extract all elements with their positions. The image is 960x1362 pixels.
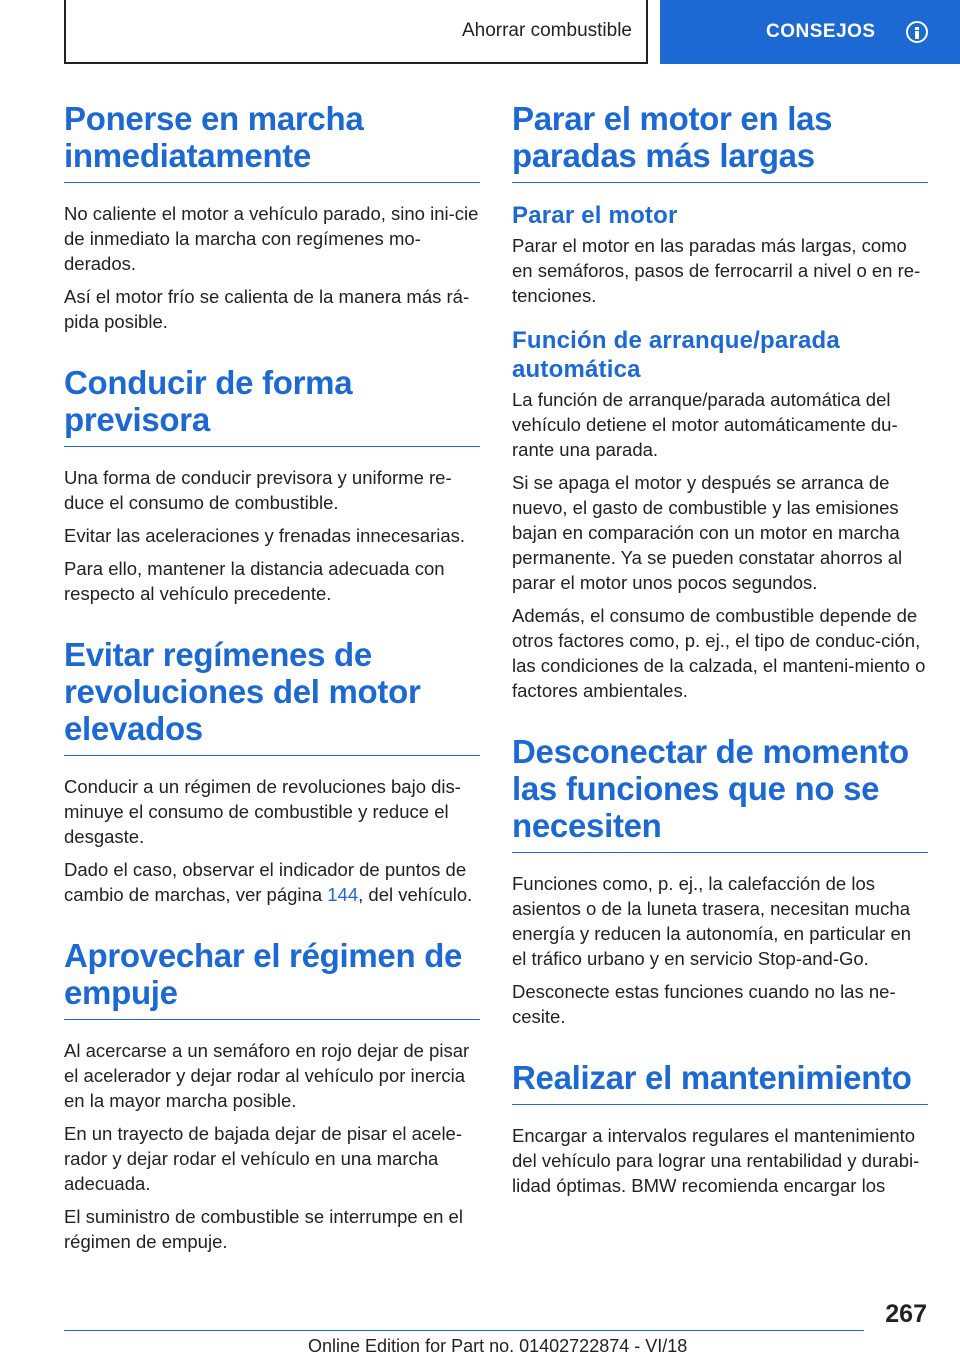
paragraph: Evitar las aceleraciones y frenadas innecesarias. [64, 525, 466, 546]
right-column [512, 100, 928, 1206]
paragraph: Parar el motor en las paradas más largas, como en semáforos, pasos de ferrocarril a nivel o en re-tenciones. [512, 235, 921, 306]
section-heading: Evitar regímenes de revoluciones del motor elevados [64, 636, 480, 756]
text: , del vehículo. [358, 884, 473, 905]
section-title: Ahorrar combustible [461, 20, 632, 41]
running-header-chapter [660, 0, 960, 64]
section-ponerse-en-marcha [64, 100, 480, 334]
paragraph: Desconecte estas funciones cuando no las ne-cesite. [512, 981, 896, 1027]
paragraph: Al acercarse a un semáforo en rojo dejar de pisar el acelerador y dejar rodar al vehículo por inercia en la mayor marcha posible. [64, 1040, 470, 1111]
paragraph: No caliente el motor a vehículo parado, sino ini-cie de inmediato la marcha con regímenes mo-derados. [64, 203, 479, 274]
page-number: 267 [885, 1300, 927, 1328]
paragraph: Si se apaga el motor y después se arranca de nuevo, el gasto de combustible y las emisiones bajan en comparación con un motor en marcha permanente. Ya se pueden constatar ahorros al parar el motor unos pocos segundos. [512, 472, 903, 593]
paragraph: Una forma de conducir previsora y uniforme re-duce el consumo de combustible. [64, 467, 452, 513]
paragraph: Encargar a intervalos regulares el mantenimiento del vehículo para lograr una rentabilidad y durabi-lidad óptimas. BMW recomienda encargar los [512, 1125, 920, 1196]
paragraph: Para ello, mantener la distancia adecuada con respecto al vehículo precedente. [64, 558, 445, 604]
paragraph: Así el motor frío se calienta de la manera más rá-pida posible. [64, 286, 470, 332]
paragraph: Además, el consumo de combustible depende de otros factores como, p. ej., el tipo de conduc-ción, las condiciones de la calzada, el manteni-miento o factores ambientales. [512, 605, 926, 701]
section-regimen-empuje [64, 937, 480, 1254]
text: Dado el caso, observar el indicador de puntos de cambio de marchas, ver página [64, 859, 467, 905]
footer-divider [64, 1330, 864, 1331]
section-heading: Ponerse en marcha inmediatamente [64, 100, 480, 183]
paragraph-with-link [64, 857, 480, 907]
paragraph: La función de arranque/parada automática del vehículo detiene el motor automáticamente du-rante una parada. [512, 389, 898, 460]
section-heading: Parar el motor en las paradas más largas [512, 100, 928, 183]
paragraph: En un trayecto de bajada dejar de pisar el acele-rador y dejar rodar el vehículo en una marcha adecuada. [64, 1123, 463, 1194]
info-icon [906, 21, 928, 43]
subsection-parar-motor [512, 201, 928, 308]
section-heading: Realizar el mantenimiento [512, 1059, 928, 1105]
paragraph: El suministro de combustible se interrumpe en el régimen de empuje. [64, 1206, 463, 1252]
left-column [64, 100, 480, 1262]
section-heading: Aprovechar el régimen de empuje [64, 937, 480, 1020]
paragraph: Conducir a un régimen de revoluciones bajo dis-minuye el consumo de combustible y reduce el desgaste. [64, 776, 461, 847]
chapter-title: CONSEJOS [766, 21, 876, 42]
section-heading: Desconectar de momento las funciones que no se necesiten [512, 733, 928, 853]
subsection-heading: Parar el motor [512, 202, 678, 229]
section-conducir-previsora [64, 364, 480, 606]
section-mantenimiento [512, 1059, 928, 1198]
section-heading: Conducir de forma previsora [64, 364, 480, 447]
running-header-section [64, 0, 648, 64]
page-reference-link[interactable]: 144 [327, 884, 359, 905]
paragraph: Funciones como, p. ej., la calefacción de los asientos o de la luneta trasera, necesitan mucha energía y reducen la autonomía, en particular en el tráfico urbano y en servicio Stop-and-Go. [512, 873, 912, 969]
subsection-arranque-parada [512, 326, 928, 703]
section-parar-motor [512, 100, 928, 703]
section-evitar-regimenes [64, 636, 480, 907]
section-desconectar-funciones [512, 733, 928, 1029]
edition-footer: Online Edition for Part no. 01402722874 - VI/18 [308, 1336, 688, 1356]
subsection-heading: Función de arranque/parada automática [512, 327, 840, 383]
